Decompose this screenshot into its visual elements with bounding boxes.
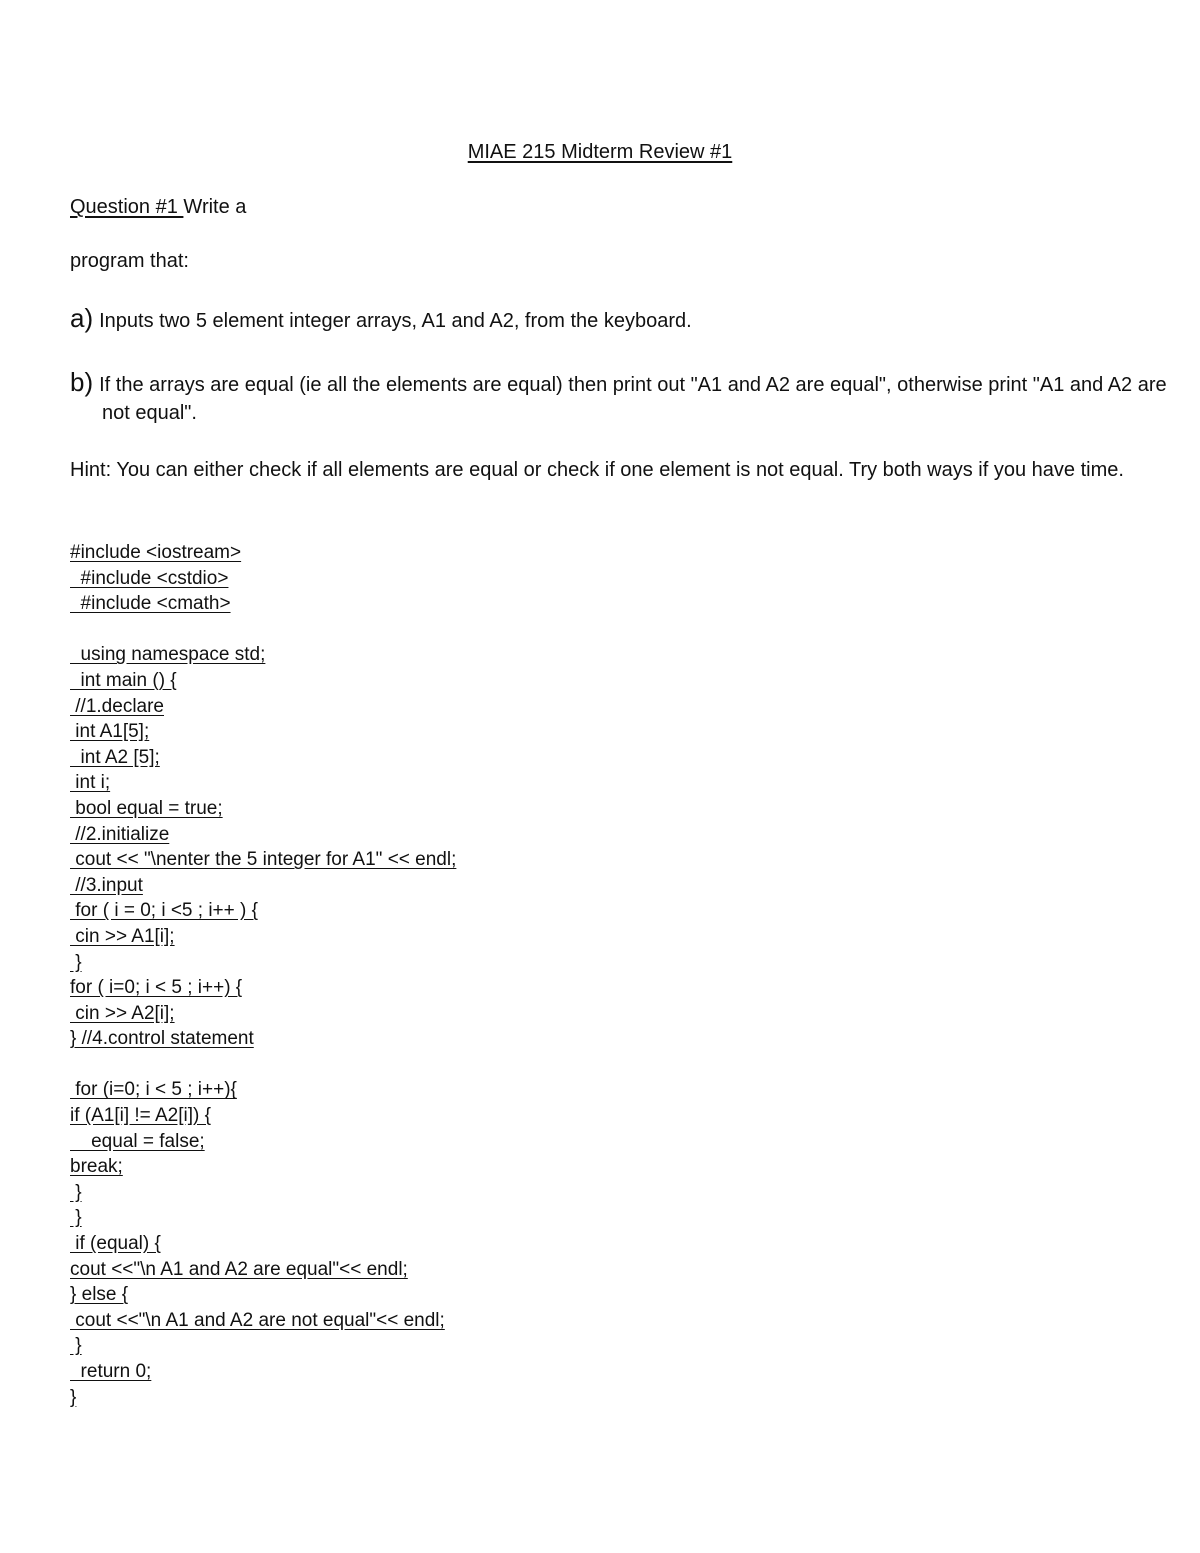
- code-line: using namespace std;: [70, 644, 266, 666]
- code-line: cout <<"\n A1 and A2 are not equal"<< endl;: [70, 1309, 445, 1331]
- code-line: cout << "\nenter the 5 integer for A1" << endl;: [70, 849, 457, 871]
- code-line: }: [70, 1207, 82, 1229]
- code-line: }: [70, 1335, 82, 1357]
- code-line: int i;: [70, 772, 111, 794]
- code-line: #include <cstdio>: [70, 567, 229, 589]
- code-line: #include <cmath>: [70, 593, 231, 615]
- code-line: } //4.control statement: [70, 1028, 254, 1050]
- code-line: int A2 [5];: [70, 746, 160, 768]
- item-letter: b): [70, 367, 94, 397]
- code-line: if (A1[i] != A2[i]) {: [70, 1105, 211, 1127]
- code-line: } else {: [70, 1284, 129, 1306]
- code-line: }: [70, 1386, 77, 1408]
- question-heading: [70, 196, 246, 219]
- code-line: #include <iostream>: [70, 542, 242, 563]
- code-line: //3.input: [70, 874, 143, 896]
- item-text: If the arrays are equal (ie all the elements are equal) then print out "A1 and A2 are equal", otherwise print "A1 and A2 are not equal".: [99, 374, 1167, 424]
- item-letter: a): [70, 303, 94, 333]
- code-line: [70, 1052, 456, 1078]
- question-continuation: program that:: [70, 250, 189, 272]
- item-text: Inputs two 5 element integer arrays, A1 and A2, from the keyboard.: [99, 310, 692, 332]
- code-line: for ( i = 0; i <5 ; i++ ) {: [70, 900, 258, 922]
- code-line: for (i=0; i < 5 ; i++){: [70, 1079, 237, 1101]
- list-item-b: [70, 368, 1172, 427]
- code-line: [70, 617, 456, 643]
- question-label: Question #1: [70, 196, 184, 218]
- code-line: if (equal) {: [70, 1233, 161, 1255]
- code-line: return 0;: [70, 1361, 152, 1382]
- code-line: for ( i=0; i < 5 ; i++) {: [70, 977, 243, 999]
- page-title: MIAE 215 Midterm Review #1: [467, 141, 733, 163]
- list-item-a: [70, 304, 1140, 335]
- code-line: int main () {: [70, 669, 177, 691]
- code-line: cin >> A1[i];: [70, 925, 175, 947]
- code-line: }: [70, 951, 82, 973]
- code-line: //1.declare: [70, 695, 164, 717]
- hint-paragraph: Hint: You can either check if all elements are equal or check if one element is not equal. Try both ways if you have time.: [70, 459, 1124, 481]
- code-line: cin >> A2[i];: [70, 1002, 175, 1024]
- code-line: int A1[5];: [70, 721, 150, 743]
- question-text: Write a: [183, 196, 247, 218]
- code-line: break;: [70, 1156, 123, 1178]
- code-line: //2.initialize: [70, 823, 170, 845]
- code-line: equal = false;: [70, 1130, 205, 1152]
- code-line: cout <<"\n A1 and A2 are equal"<< endl;: [70, 1258, 408, 1280]
- code-line: }: [70, 1181, 82, 1203]
- code-line: bool equal = true;: [70, 797, 223, 819]
- code-block: [70, 540, 456, 1410]
